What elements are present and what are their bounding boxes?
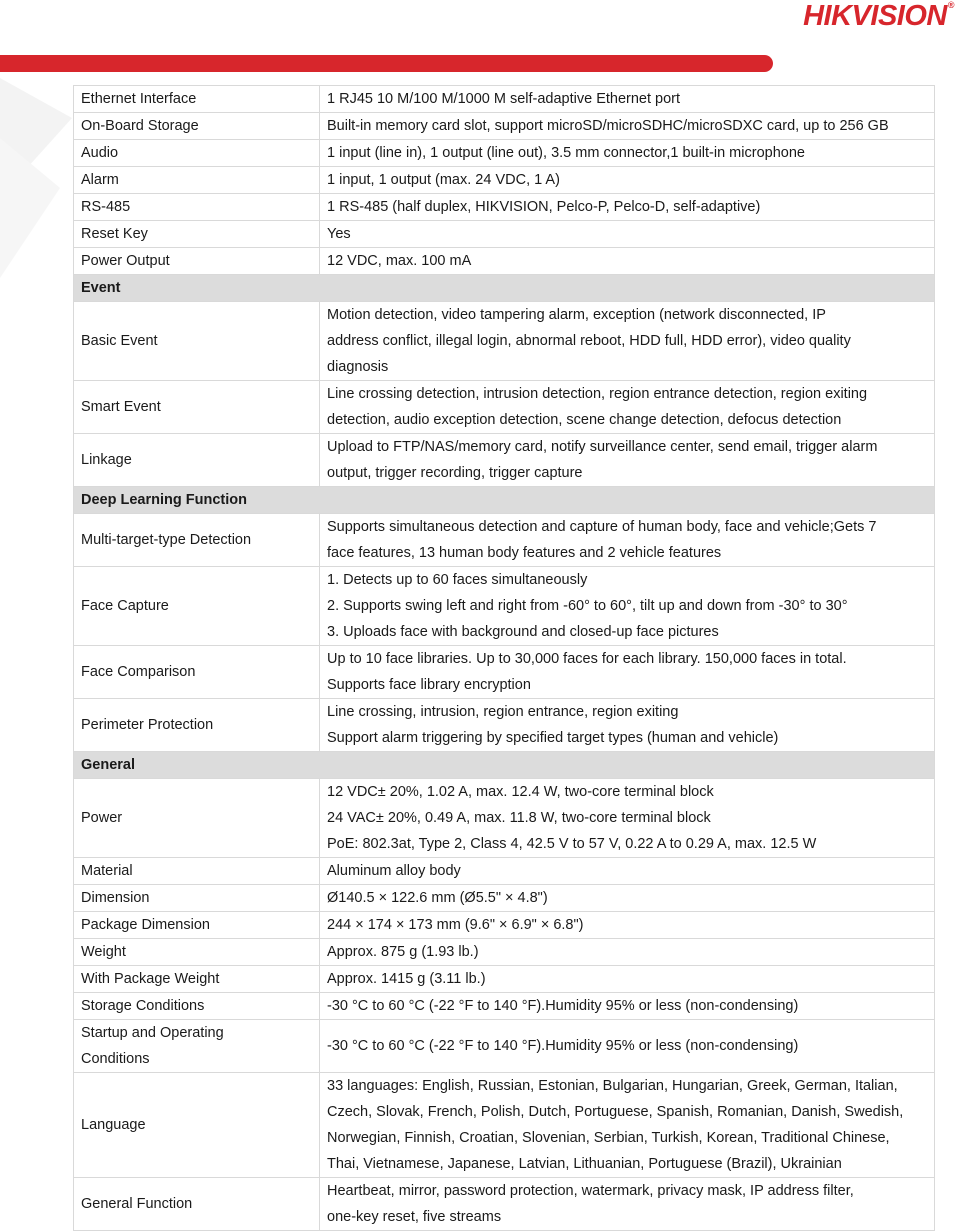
spec-label: Smart Event <box>74 381 320 434</box>
spec-row <box>74 140 935 167</box>
spec-label: Power Output <box>74 248 320 275</box>
section-header-row <box>74 487 935 514</box>
spec-value-line: Supports simultaneous detection and capture of human body, face and vehicle;Gets 7 <box>327 519 877 535</box>
spec-row <box>74 646 935 699</box>
spec-value-line: Thai, Vietnamese, Japanese, Latvian, Lithuanian, Portuguese (Brazil), Ukrainian <box>327 1156 842 1172</box>
spec-value-line: 2. Supports swing left and right from -60° to 60°, tilt up and down from -30° to 30° <box>327 598 848 614</box>
spec-value-line: Supports face library encryption <box>327 677 531 693</box>
spec-value-line: 1 RS-485 (half duplex, HIKVISION, Pelco-P, Pelco-D, self-adaptive) <box>327 199 761 215</box>
watermark-graphic <box>0 78 72 278</box>
spec-value-line: Line crossing, intrusion, region entrance, region exiting <box>327 704 679 720</box>
spec-row <box>74 912 935 939</box>
section-title: Event <box>74 275 935 302</box>
spec-value-line: 1 input, 1 output (max. 24 VDC, 1 A) <box>327 172 560 188</box>
spec-value <box>320 966 935 993</box>
spec-value <box>320 993 935 1020</box>
spec-row <box>74 514 935 567</box>
spec-value-line: detection, audio exception detection, scene change detection, defocus detection <box>327 412 842 428</box>
spec-value-line: 1 input (line in), 1 output (line out), 3.5 mm connector,1 built-in microphone <box>327 145 805 161</box>
spec-value <box>320 248 935 275</box>
spec-row <box>74 993 935 1020</box>
spec-label <box>74 1020 320 1073</box>
spec-value <box>320 567 935 646</box>
spec-value-line: address conflict, illegal login, abnormal reboot, HDD full, HDD error), video quality <box>327 333 851 349</box>
spec-label: Language <box>74 1073 320 1178</box>
spec-value-line: Yes <box>327 226 351 242</box>
spec-value-line: PoE: 802.3at, Type 2, Class 4, 42.5 V to 57 V, 0.22 A to 0.29 A, max. 12.5 W <box>327 836 817 852</box>
spec-value-line: Motion detection, video tampering alarm, exception (network disconnected, IP <box>327 307 826 323</box>
spec-value <box>320 113 935 140</box>
spec-label: Basic Event <box>74 302 320 381</box>
spec-value-line: Upload to FTP/NAS/memory card, notify surveillance center, send email, trigger alarm <box>327 439 878 455</box>
spec-label: Dimension <box>74 885 320 912</box>
spec-value <box>320 699 935 752</box>
spec-row <box>74 434 935 487</box>
spec-value-line: output, trigger recording, trigger capture <box>327 465 583 481</box>
spec-value-line: Czech, Slovak, French, Polish, Dutch, Portuguese, Spanish, Romanian, Danish, Swedish, <box>327 1104 904 1120</box>
section-header-row <box>74 752 935 779</box>
spec-value-line: 244 × 174 × 173 mm (9.6" × 6.9" × 6.8") <box>327 917 584 933</box>
header-red-bar <box>0 55 773 72</box>
spec-value <box>320 1020 935 1073</box>
spec-row <box>74 302 935 381</box>
spec-value <box>320 167 935 194</box>
spec-label-line: Startup and Operating <box>81 1025 224 1041</box>
spec-value-line: Support alarm triggering by specified target types (human and vehicle) <box>327 730 779 746</box>
spec-value-line: 24 VAC± 20%, 0.49 A, max. 11.8 W, two-core terminal block <box>327 810 711 826</box>
spec-row <box>74 939 935 966</box>
spec-label: Material <box>74 858 320 885</box>
logo-text: HIKVISION <box>803 0 947 32</box>
spec-value-line: -30 °C to 60 °C (-22 °F to 140 °F).Humidity 95% or less (non-condensing) <box>327 1038 799 1054</box>
spec-value-line: Built-in memory card slot, support microSD/microSDHC/microSDXC card, up to 256 GB <box>327 118 889 134</box>
spec-value-line: Up to 10 face libraries. Up to 30,000 faces for each library. 150,000 faces in total. <box>327 651 847 667</box>
spec-label: Power <box>74 779 320 858</box>
spec-value-line: 12 VDC, max. 100 mA <box>327 253 472 269</box>
spec-row <box>74 966 935 993</box>
spec-value-line: -30 °C to 60 °C (-22 °F to 140 °F).Humidity 95% or less (non-condensing) <box>327 998 799 1014</box>
spec-label: With Package Weight <box>74 966 320 993</box>
spec-row <box>74 167 935 194</box>
spec-row <box>74 248 935 275</box>
spec-value <box>320 140 935 167</box>
spec-row <box>74 1020 935 1073</box>
spec-table <box>73 85 935 1231</box>
spec-value-line: face features, 13 human body features and 2 vehicle features <box>327 545 722 561</box>
spec-value <box>320 86 935 113</box>
spec-label: Reset Key <box>74 221 320 248</box>
spec-value-line: 33 languages: English, Russian, Estonian, Bulgarian, Hungarian, Greek, German, Italian, <box>327 1078 898 1094</box>
spec-label: Alarm <box>74 167 320 194</box>
spec-label: RS-485 <box>74 194 320 221</box>
spec-value <box>320 912 935 939</box>
spec-value-line: Ø140.5 × 122.6 mm (Ø5.5" × 4.8") <box>327 890 548 906</box>
spec-label: Storage Conditions <box>74 993 320 1020</box>
spec-value-line: 1 RJ45 10 M/100 M/1000 M self-adaptive Ethernet port <box>327 91 681 107</box>
section-title: Deep Learning Function <box>74 487 935 514</box>
spec-label: Linkage <box>74 434 320 487</box>
spec-row <box>74 779 935 858</box>
spec-label: Multi-target-type Detection <box>74 514 320 567</box>
spec-label: Audio <box>74 140 320 167</box>
spec-value-line: Approx. 875 g (1.93 lb.) <box>327 944 479 960</box>
spec-value-line: Heartbeat, mirror, password protection, watermark, privacy mask, IP address filter, <box>327 1183 854 1199</box>
spec-value-line: Line crossing detection, intrusion detection, region entrance detection, region exiting <box>327 386 868 402</box>
spec-row <box>74 858 935 885</box>
spec-value <box>320 514 935 567</box>
spec-value <box>320 779 935 858</box>
spec-row <box>74 1073 935 1178</box>
spec-row <box>74 699 935 752</box>
spec-value-line: 12 VDC± 20%, 1.02 A, max. 12.4 W, two-core terminal block <box>327 784 714 800</box>
spec-value <box>320 885 935 912</box>
spec-value <box>320 434 935 487</box>
section-header-row <box>74 275 935 302</box>
spec-row <box>74 381 935 434</box>
spec-value-line: Approx. 1415 g (3.11 lb.) <box>327 971 486 987</box>
spec-label-line: Conditions <box>81 1051 150 1067</box>
spec-row <box>74 567 935 646</box>
spec-label: General Function <box>74 1178 320 1231</box>
section-title: General <box>74 752 935 779</box>
hikvision-logo <box>803 0 954 33</box>
spec-value <box>320 1073 935 1178</box>
spec-value <box>320 302 935 381</box>
spec-row <box>74 113 935 140</box>
spec-value <box>320 221 935 248</box>
spec-value <box>320 381 935 434</box>
spec-label: Weight <box>74 939 320 966</box>
spec-value-line: 1. Detects up to 60 faces simultaneously <box>327 572 588 588</box>
spec-label: Face Capture <box>74 567 320 646</box>
spec-value <box>320 194 935 221</box>
spec-row <box>74 86 935 113</box>
spec-row <box>74 1178 935 1231</box>
spec-row <box>74 885 935 912</box>
spec-value <box>320 939 935 966</box>
spec-value-line: diagnosis <box>327 359 389 375</box>
spec-label: On-Board Storage <box>74 113 320 140</box>
spec-row <box>74 221 935 248</box>
spec-value <box>320 858 935 885</box>
spec-label: Perimeter Protection <box>74 699 320 752</box>
spec-label: Package Dimension <box>74 912 320 939</box>
spec-row <box>74 194 935 221</box>
spec-value-line: 3. Uploads face with background and closed-up face pictures <box>327 624 719 640</box>
spec-value <box>320 1178 935 1231</box>
spec-label: Ethernet Interface <box>74 86 320 113</box>
spec-value-line: one-key reset, five streams <box>327 1209 502 1225</box>
registered-mark: ® <box>947 0 954 10</box>
spec-label: Face Comparison <box>74 646 320 699</box>
spec-value-line: Norwegian, Finnish, Croatian, Slovenian, Serbian, Turkish, Korean, Traditional Chinese, <box>327 1130 890 1146</box>
spec-value <box>320 646 935 699</box>
spec-value-line: Aluminum alloy body <box>327 863 461 879</box>
